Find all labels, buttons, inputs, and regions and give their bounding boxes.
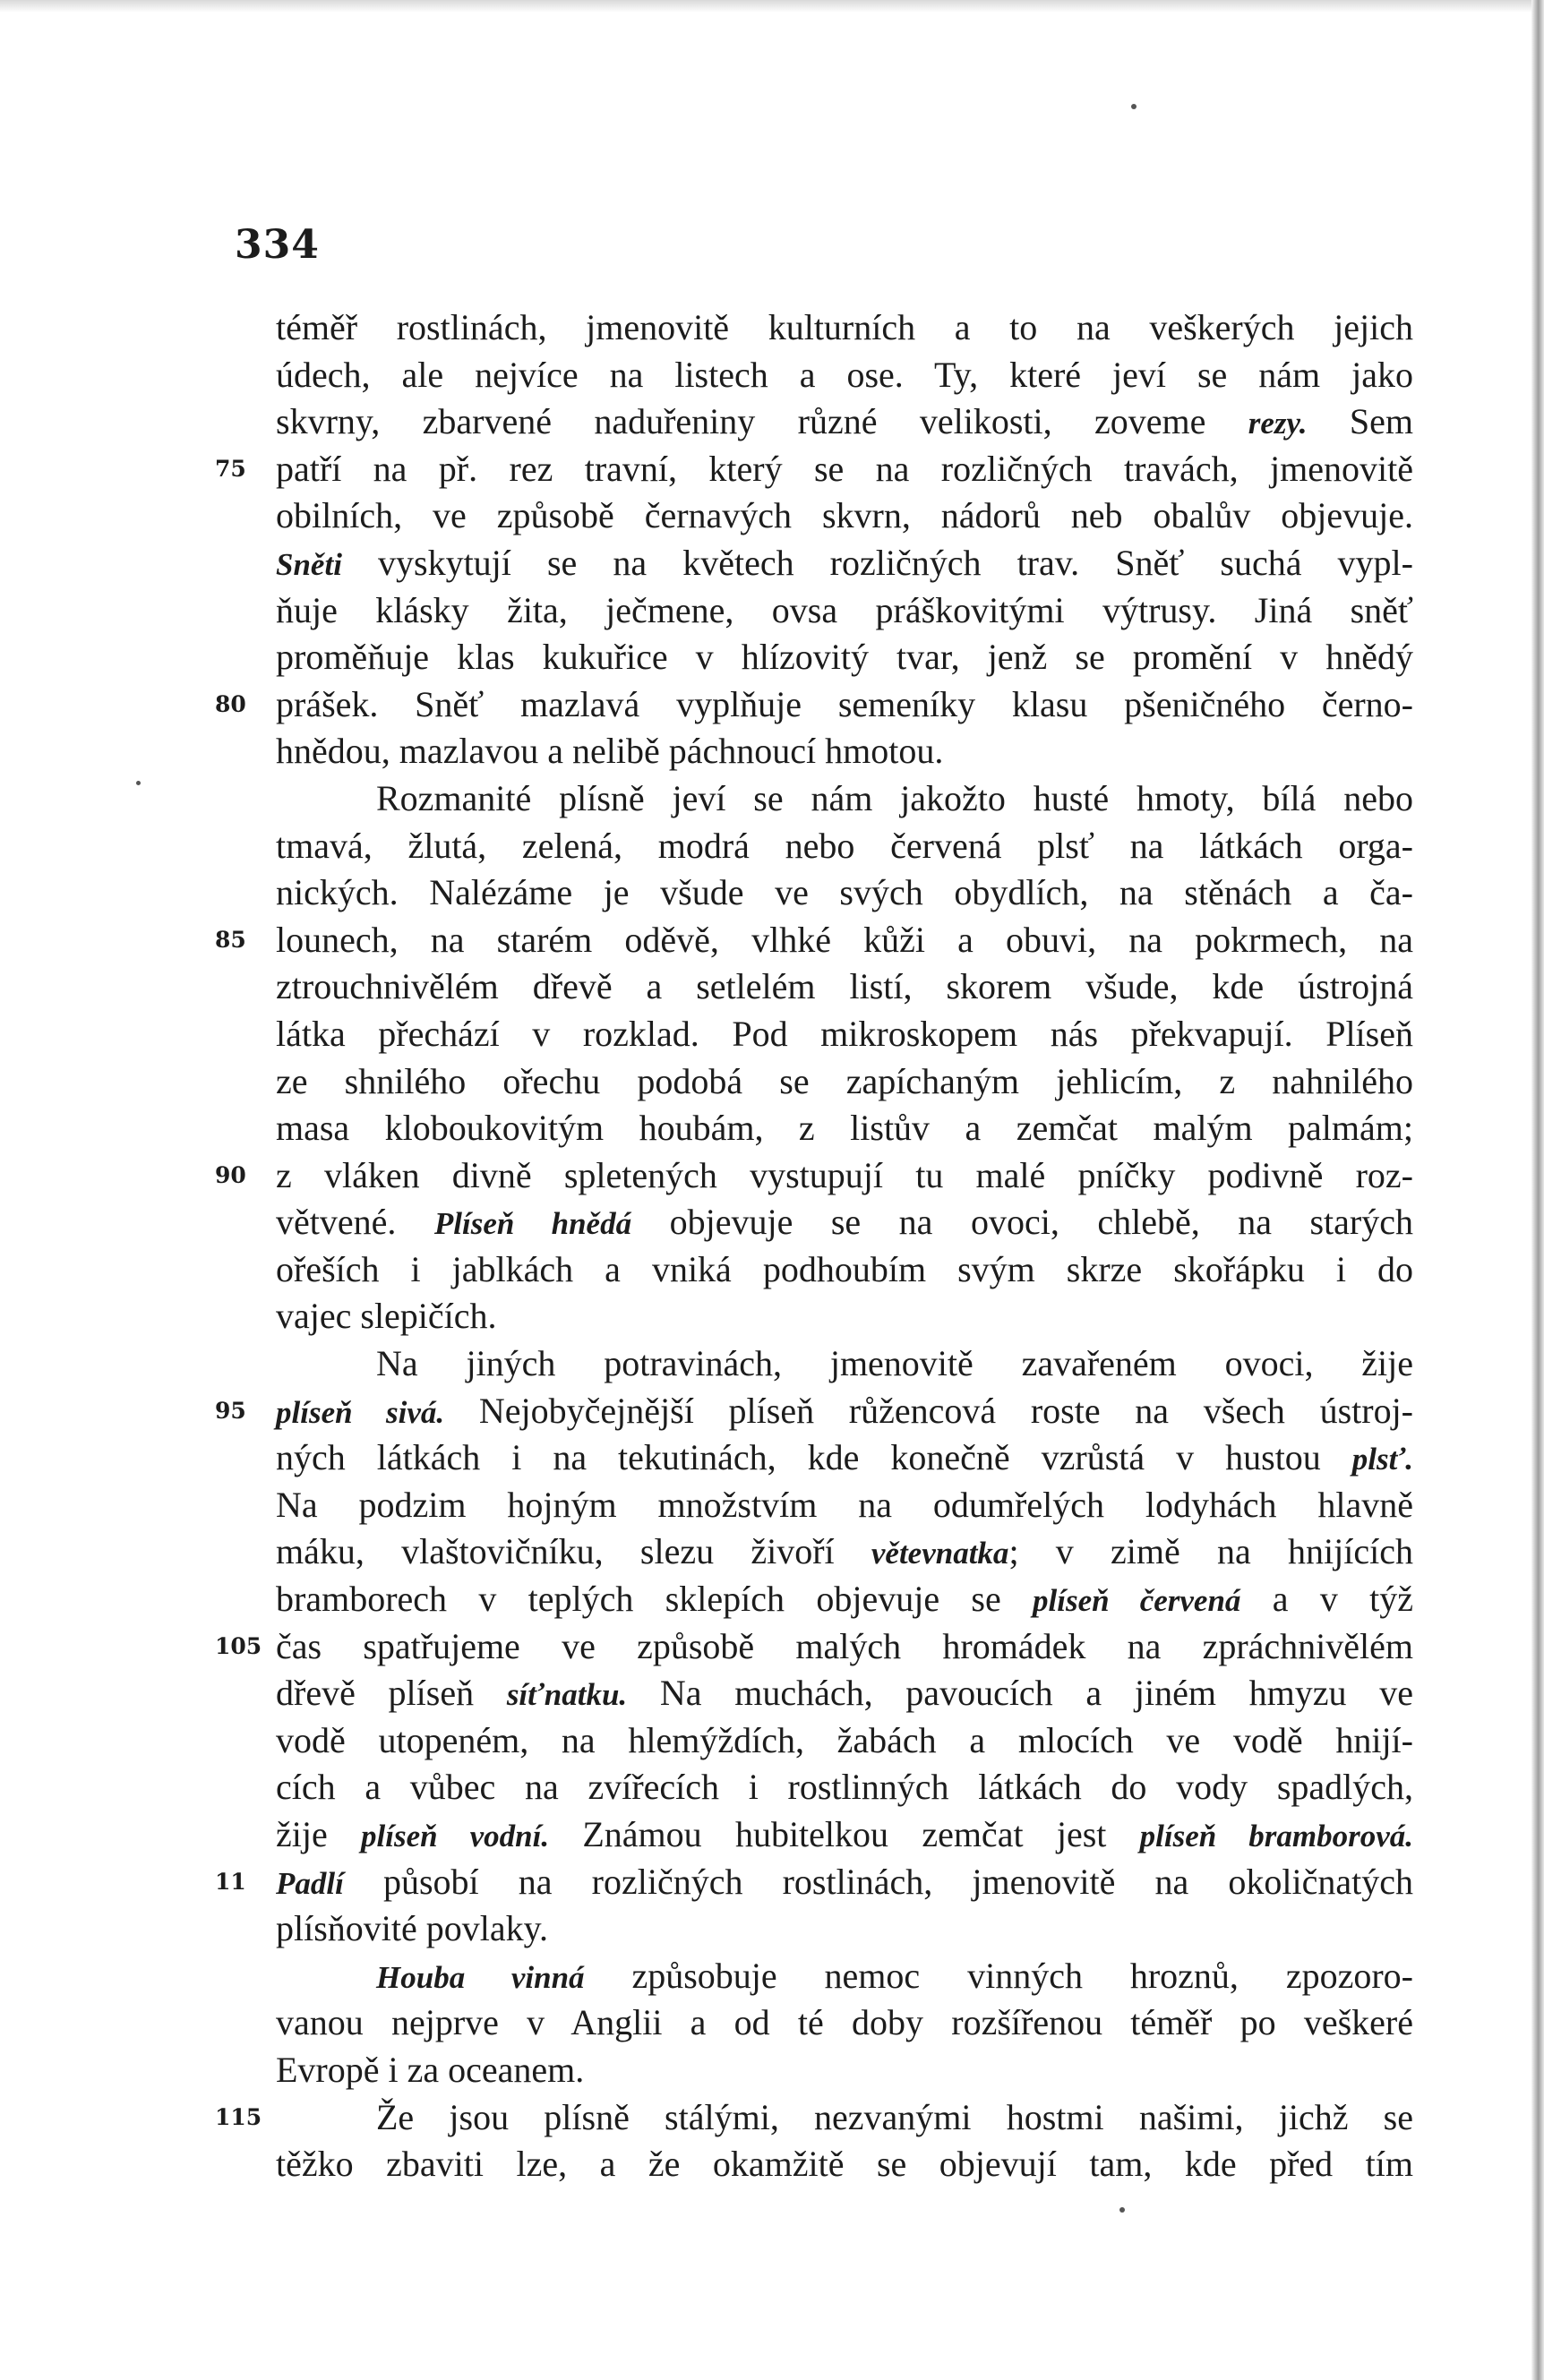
text-line bbox=[276, 1058, 1413, 1106]
text-run: patří na př. rez travní, který se na rozličných travách, jmenovitě bbox=[276, 448, 1413, 489]
italic-term: plíseň sivá. bbox=[276, 1394, 445, 1430]
text-line bbox=[276, 869, 1413, 917]
italic-term: větevnatka bbox=[871, 1536, 1009, 1571]
text-run: Rozmanité plísně jeví se nám jakožto husté hmoty, bílá nebo bbox=[376, 777, 1413, 818]
text-run: skvrny, zbarvené naduřeniny různé velikosti, zoveme bbox=[276, 401, 1248, 442]
text-run: Na muchách, pavoucích a jiném hmyzu ve bbox=[627, 1673, 1414, 1714]
text-run: látka přechází v rozklad. Pod mikroskopem nás překvapují. Plíseň bbox=[276, 1013, 1413, 1054]
speck bbox=[1131, 104, 1137, 109]
text-run: lounech, na starém oděvě, vlhké kůži a obuvi, na pokrmech, na bbox=[276, 919, 1413, 960]
text-line bbox=[276, 1670, 1413, 1717]
text-line bbox=[276, 1105, 1413, 1152]
text-line bbox=[276, 1764, 1413, 1811]
text-line bbox=[276, 823, 1413, 870]
text-line bbox=[276, 1293, 1413, 1340]
text-line bbox=[276, 540, 1413, 587]
line-number: 105 bbox=[215, 1632, 262, 1659]
italic-term: Plíseň hnědá bbox=[433, 1206, 632, 1242]
italic-term: Sněti bbox=[276, 546, 342, 582]
line-number: 85 bbox=[215, 926, 246, 953]
text-line bbox=[276, 1340, 1413, 1388]
body-text bbox=[215, 304, 1414, 2188]
text-run: tmavá, žlutá, zelená, modrá nebo červená plsť na látkách orga- bbox=[276, 825, 1413, 866]
text-line bbox=[276, 1246, 1413, 1294]
text-run: z vláken divně spletených vystupují tu malé pníčky podivně roz- bbox=[276, 1154, 1413, 1195]
text-line bbox=[276, 587, 1413, 635]
text-run: a v týž bbox=[1240, 1579, 1414, 1620]
text-run: ných látkách i na tekutinách, kde konečně vzrůstá v hustou bbox=[276, 1437, 1352, 1478]
text-run: vajec slepičích. bbox=[276, 1296, 497, 1337]
italic-term: plíseň vodní. bbox=[361, 1819, 550, 1853]
text-run: ňuje klásky žita, ječmene, ovsa práškovitými výtrusy. Jiná sněť bbox=[276, 589, 1413, 630]
text-line bbox=[276, 492, 1413, 540]
text-line bbox=[215, 446, 1413, 493]
text-run: větvené. bbox=[276, 1202, 434, 1243]
italic-term: plsť. bbox=[1351, 1442, 1413, 1477]
text-line bbox=[276, 1811, 1413, 1859]
text-line bbox=[276, 1199, 1413, 1246]
text-line bbox=[215, 1152, 1413, 1200]
text-run: masa kloboukovitým houbám, z listův a zemčat malým palmám; bbox=[276, 1108, 1413, 1149]
line-number: 90 bbox=[215, 1161, 246, 1188]
text-line bbox=[276, 352, 1413, 399]
text-run: ořeších i jablkách a vniká podhoubím svým skrze skořápku i do bbox=[276, 1248, 1413, 1289]
text-line bbox=[215, 1388, 1413, 1435]
text-run: objevuje se na ovoci, chlebě, na starých bbox=[631, 1202, 1413, 1243]
text-run: Nejobyčejnější plíseň růžencová roste na všech ústroj- bbox=[444, 1390, 1413, 1431]
text-run: Na podzim hojným množstvím na odumřelých lodyhách hlavně bbox=[276, 1484, 1413, 1525]
text-line bbox=[276, 1482, 1413, 1529]
line-number: 80 bbox=[215, 690, 246, 717]
italic-term: plíseň červená bbox=[1033, 1583, 1241, 1619]
text-run: téměř rostlinách, jmenovitě kulturních a to na veškerých jejich bbox=[276, 307, 1413, 347]
text-line bbox=[276, 634, 1413, 681]
text-run: plísňovité povlaky. bbox=[276, 1908, 549, 1949]
text-run: dřevě plíseň bbox=[276, 1673, 507, 1714]
text-run: Evropě i za oceanem. bbox=[276, 2049, 585, 2090]
text-line bbox=[276, 1717, 1413, 1765]
text-line bbox=[276, 1999, 1413, 2047]
text-line bbox=[276, 1528, 1413, 1576]
text-run: nických. Nalézáme je všude ve svých obydlích, na stěnách a ča- bbox=[276, 872, 1413, 913]
text-line bbox=[276, 2141, 1413, 2188]
text-run: vyskytují se na květech rozličných trav. Sněť suchá vypl- bbox=[341, 542, 1413, 583]
line-number: 11 bbox=[215, 1868, 246, 1895]
text-run: Známou hubitelkou zemčat jest bbox=[549, 1814, 1140, 1854]
italic-term: Padlí bbox=[276, 1865, 344, 1901]
scan-top-edge bbox=[0, 0, 1544, 13]
text-run: ze shnilého ořechu podobá se zapíchaným jehlicím, z nahnilého bbox=[276, 1060, 1413, 1101]
text-run: proměňuje klas kukuřice v hlízovitý tvar, jenž se promění v hnědý bbox=[276, 637, 1413, 678]
italic-term: plíseň bramborová. bbox=[1139, 1819, 1414, 1853]
text-run: ztrouchnivělém dřevě a setlelém listí, skorem všude, kde ústrojná bbox=[276, 966, 1413, 1007]
text-line bbox=[276, 1576, 1413, 1623]
text-line bbox=[276, 1905, 1413, 1953]
text-run: vodě utopeném, na hlemýždích, žabách a mlocích ve vodě hnijí- bbox=[276, 1719, 1413, 1760]
text-line bbox=[276, 398, 1413, 446]
text-run: prášek. Sněť mazlavá vyplňuje semeníky klasu pšeničného černo- bbox=[276, 683, 1413, 724]
text-run: žije bbox=[276, 1814, 362, 1854]
text-run: máku, vlaštovičníku, slezu živoří bbox=[276, 1531, 871, 1572]
text-run: těžko zbaviti lze, a že okamžitě se objevují tam, kde před tím bbox=[276, 2144, 1413, 2185]
italic-term: Houba vinná bbox=[376, 1959, 585, 1995]
text-run: působí na rozličných rostlinách, jmenovitě na okoličnatých bbox=[343, 1861, 1413, 1902]
text-line bbox=[215, 917, 1413, 964]
text-run: vanou nejprve v Anglii a od té doby rozšířenou téměř po veškeré bbox=[276, 2002, 1413, 2043]
text-line bbox=[276, 1434, 1413, 1482]
italic-term: rezy. bbox=[1248, 406, 1308, 441]
text-run: Sem bbox=[1307, 401, 1413, 442]
text-line bbox=[276, 1011, 1413, 1058]
text-run: údech, ale nejvíce na listech a ose. Ty, které jeví se nám jako bbox=[276, 354, 1413, 395]
speck bbox=[136, 781, 141, 785]
text-run: čas spatřujeme ve způsobě malých hromádek na zpráchnivělém bbox=[276, 1625, 1413, 1666]
text-line bbox=[215, 1859, 1413, 1906]
text-run: způsobuje nemoc vinných hroznů, zpozoro- bbox=[584, 1955, 1413, 1996]
text-run: cích a vůbec na zvířecích i rostlinných látkách do vody spadlých, bbox=[276, 1767, 1413, 1808]
speck bbox=[1119, 2207, 1125, 2213]
text-run: hnědou, mazlavou a nelibě páchnoucí hmotou. bbox=[276, 731, 944, 772]
text-line bbox=[276, 775, 1413, 823]
text-line bbox=[276, 1953, 1413, 2000]
text-run: ; v zimě na hnijících bbox=[1008, 1531, 1413, 1572]
text-run: Že jsou plísně stálými, nezvanými hostmi našimi, jichž se bbox=[376, 2096, 1413, 2137]
text-line bbox=[276, 728, 1413, 775]
text-line bbox=[276, 963, 1413, 1011]
text-run: obilních, ve způsobě černavých skvrn, nádorů neb obalův objevuje. bbox=[276, 495, 1413, 536]
text-line bbox=[276, 2047, 1413, 2094]
text-run: Na jiných potravinách, jmenovitě zavařeném ovoci, žije bbox=[376, 1343, 1413, 1384]
line-number: 115 bbox=[215, 2103, 262, 2130]
text-line bbox=[215, 1623, 1413, 1671]
page-number: 334 bbox=[235, 222, 320, 268]
italic-term: síťnatku. bbox=[506, 1677, 628, 1713]
text-line bbox=[276, 304, 1413, 352]
text-line bbox=[215, 2094, 1413, 2142]
text-run: bramborech v teplých sklepích objevuje se bbox=[276, 1579, 1034, 1620]
scan-right-edge bbox=[1531, 0, 1544, 2380]
text-line bbox=[215, 681, 1413, 729]
line-number: 75 bbox=[215, 455, 246, 482]
line-number: 95 bbox=[215, 1397, 246, 1424]
